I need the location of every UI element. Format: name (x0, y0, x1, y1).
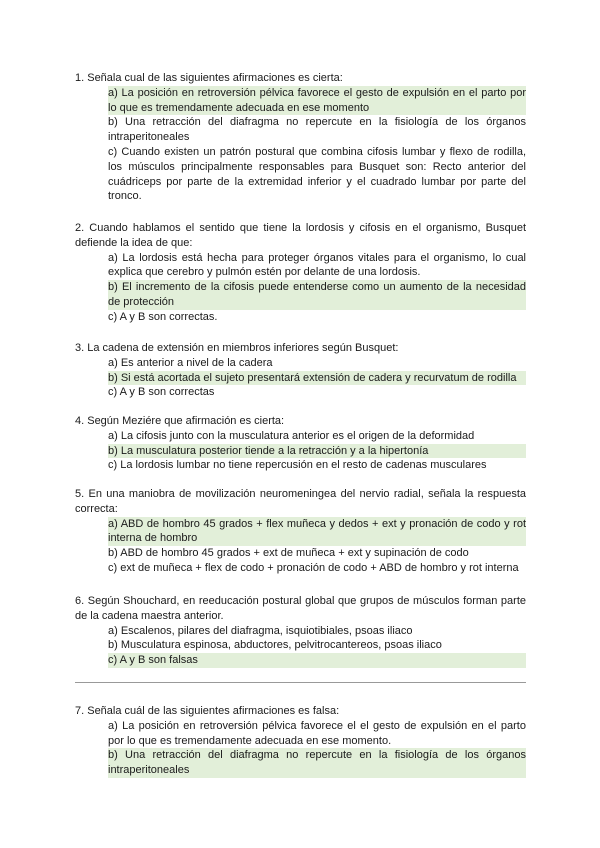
question-text: 7. Señala cuál de las siguientes afirmaciones es falsa: (75, 705, 340, 717)
question-6 (75, 594, 526, 668)
answer-option: b) ABD de hombro 45 grados + ext de muñeca + ext y supinación de codo (108, 547, 469, 560)
question-text: 3. La cadena de extensión en miembros inferiores según Busquet: (75, 342, 399, 354)
question-7 (75, 704, 526, 778)
answer-option-highlighted: b) Si está acortada el sujeto presentará extensión de cadera y recurvatum de rodilla (108, 371, 526, 386)
answer-option-highlighted: b) El incremento de la cifosis puede entenderse como un aumento de la necesidad de protección (108, 281, 526, 308)
answer-option: b) Musculatura espinosa, abductores, pelvitrocantereos, psoas iliaco (108, 639, 442, 652)
answer-option: a) La posición en retroversión pélvica favorece el el gesto de expulsión en el parto por lo que es tremendamente adecuada en ese momento. (108, 719, 526, 747)
answer-option: a) Escalenos, pilares del diafragma, isquiotibiales, psoas iliaco (108, 624, 413, 637)
answer-option: c) Cuando existen un patrón postural que combina cifosis lumbar y flexo de rodilla, los músculos principalmente responsables para Busquet son: Recto anterior del cuádriceps por parte de la extremidad inferior y el cuadrado lumbar por parte del tronco. (108, 145, 526, 203)
answer-option: c) A y B son correctas (108, 386, 215, 399)
question-text: 2. Cuando hablamos el sentido que tiene la lordosis y cifosis en el organismo, Busquet defiende la idea de que: (75, 222, 526, 249)
answer-option-highlighted: a) ABD de hombro 45 grados + flex muñeca y dedos + ext y pronación de codo y rot interna de hombro (108, 517, 526, 545)
question-text: 5. En una maniobra de movilización neuromeningea del nervio radial, señala la respuesta correcta: (75, 488, 526, 515)
answer-option-highlighted: b) La musculatura posterior tiende a la retracción y a la hipertonía (108, 444, 526, 459)
question-text: 1. Señala cual de las siguientes afirmaciones es cierta: (75, 72, 343, 84)
answer-option: a) La cifosis junto con la musculatura anterior es el origen de la deformidad (108, 429, 475, 442)
question-5 (75, 487, 526, 576)
question-1 (75, 71, 526, 204)
answer-option-highlighted: a) La posición en retroversión pélvica favorece el gesto de expulsión en el parto por lo que es tremendamente adecuada en ese momento (108, 86, 526, 114)
answer-option: b) Una retracción del diafragma no repercute en la fisiología de los órganos intraperitoneales (108, 116, 526, 144)
answer-option: a) Es anterior a nivel de la cadera (108, 356, 273, 369)
answer-option-highlighted: b) Una retracción del diafragma no repercute en la fisiología de los órganos intraperitoneales (108, 749, 526, 777)
answer-option: c) A y B son correctas. (108, 310, 218, 323)
question-text: 6. Según Shouchard, en reeducación postural global que grupos de músculos forman parte de la cadena maestra anterior. (75, 595, 526, 622)
question-2 (75, 221, 526, 325)
answer-option: c) La lordosis lumbar no tiene repercusión en el resto de cadenas musculares (108, 459, 487, 472)
answer-option: a) La lordosis está hecha para proteger órganos vitales para el organismo, lo cual explica que cerebro y pulmón estén por delante de una lordosis. (108, 251, 526, 279)
answer-option-highlighted: c) A y B son falsas (108, 653, 526, 668)
answer-option: c) ext de muñeca + flex de codo + pronación de codo + ABD de hombro y rot interna (108, 561, 519, 574)
question-4 (75, 414, 526, 473)
divider (75, 682, 526, 683)
question-text: 4. Según Meziére que afirmación es cierta: (75, 415, 285, 427)
question-3 (75, 341, 526, 400)
